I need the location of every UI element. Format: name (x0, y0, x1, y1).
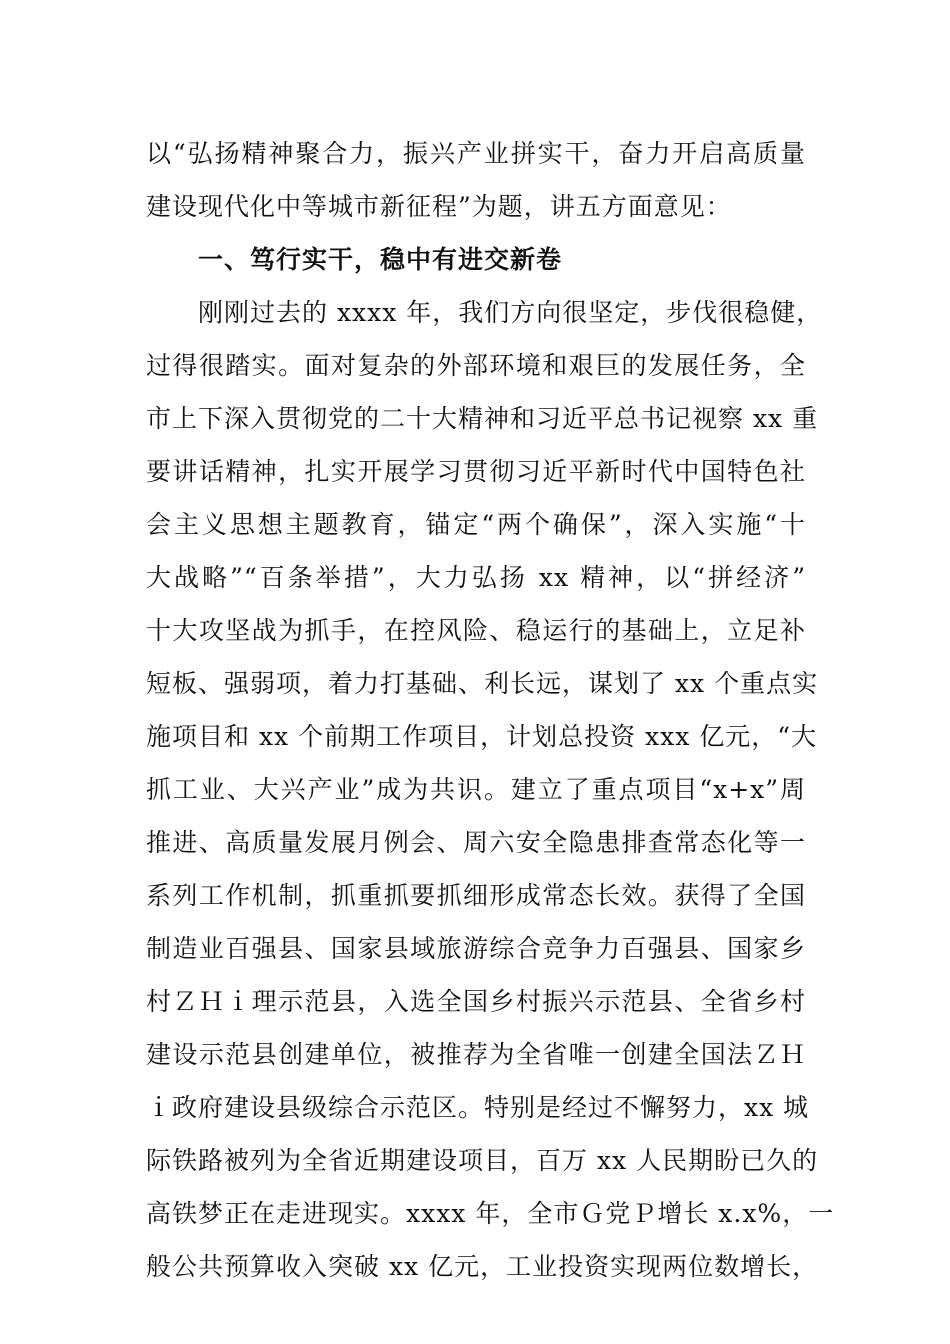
paragraph-line: 市上下深入贯彻党的二十大精神和习近平总书记视察 xx 重 (146, 404, 819, 433)
paragraph-line: 制造业百强县、国家县域旅游综合竞争力百强县、国家乡 (146, 934, 806, 963)
paragraph-line: 大战略”“百条举措”，大力弘扬 xx 精神，以“拼经济” (146, 563, 806, 592)
paragraph-line: 般公共预算收入突破 xx 亿元，工业投资实现两位数增长， (146, 1252, 819, 1281)
paragraph-line: 系列工作机制，抓重抓要抓细形成常态长效。获得了全国 (146, 881, 806, 910)
document-body (146, 127, 835, 1293)
paragraph-line: 要讲话精神，扎实开展学习贯彻习近平新时代中国特色社 (146, 457, 806, 486)
paragraph-line: 过得很踏实。面对复杂的外部环境和艰巨的发展任务，全 (146, 351, 806, 380)
paragraph-line: 施项目和 xx 个前期工作项目，计划总投资 xxx 亿元，“大 (146, 722, 818, 751)
paragraph-line: 抓工业、大兴产业”成为共识。建立了重点项目“x+x”周 (146, 775, 806, 804)
paragraph-line: 短板、强弱项，着力打基础、利长远，谋划了 xx 个重点实 (146, 669, 819, 698)
paragraph-line: 以“弘扬精神聚合力，振兴产业拼实干，奋力开启高质量 (146, 139, 806, 168)
paragraph-line: 推进、高质量发展月例会、周六安全隐患排查常态化等一 (146, 828, 806, 857)
paragraph-line: 建设现代化中等城市新征程”为题，讲五方面意见： (146, 192, 732, 221)
paragraph-line: 际铁路被列为全省近期建设项目，百万 xx 人民期盼已久的 (146, 1146, 819, 1175)
paragraph-line: 建设示范县创建单位，被推荐为全省唯一创建全国法ＺＨ (146, 1040, 806, 1069)
paragraph-line: 十大攻坚战为抓手，在控风险、稳运行的基础上，立足补 (146, 616, 806, 645)
section-heading: 一、笃行实干，稳中有进交新卷 (198, 245, 563, 274)
paragraph-line: 会主义思想主题教育，锚定“两个确保”，深入实施“十 (146, 510, 806, 539)
paragraph-line: 高铁梦正在走进现实。xxxx 年，全市Ｇ党Ｐ增长 x.x%，一 (146, 1199, 835, 1228)
paragraph-line: 村ＺＨｉ理示范县，入选全国乡村振兴示范县、全省乡村 (146, 987, 806, 1016)
paragraph-line: 刚刚过去的 xxxx 年，我们方向很坚定，步伐很稳健， (198, 298, 823, 327)
paragraph-line: ｉ政府建设县级综合示范区。特别是经过不懈努力，xx 城 (146, 1093, 810, 1122)
